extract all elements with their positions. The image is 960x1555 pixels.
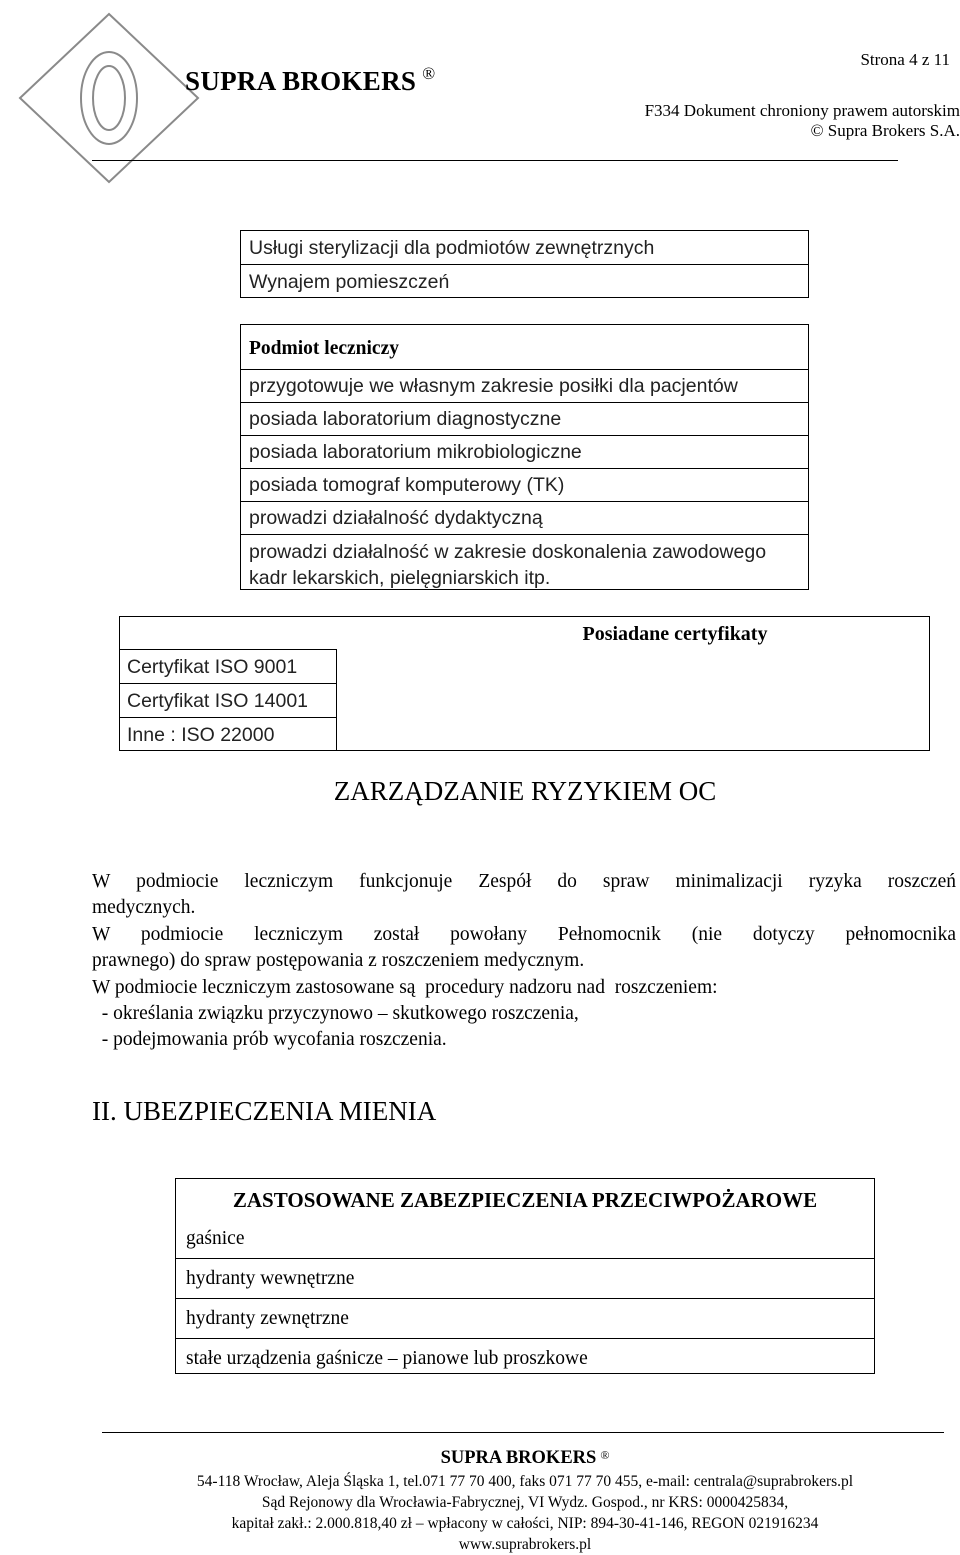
footer-capital-info: kapitał zakł.: 2.000.818,40 zł – wpłacony w całości, NIP: 894-30-41-146, REGON 021916234	[231, 1515, 819, 1532]
certificate-item: Certyfikat ISO 14001	[120, 683, 336, 717]
property-heading: II. UBEZPIECZENIA MIENIA	[92, 1096, 437, 1126]
registered-mark: ®	[422, 64, 436, 83]
services-row: Wynajem pomieszczeń	[249, 271, 450, 293]
risk-paragraph-2b: prawnego) do spraw postępowania z roszczeniem medycznym.	[92, 950, 585, 971]
services-box	[240, 230, 809, 298]
footer-brand: SUPRA BROKERS ®	[440, 1448, 610, 1468]
certificates-title: Posiadane certyfikaty	[582, 623, 768, 645]
certificates-list	[120, 649, 336, 751]
fire-protection-row: hydranty wewnętrzne	[176, 1259, 874, 1299]
copyright-note	[645, 101, 960, 141]
risk-paragraph-2a: W podmiocie leczniczym został powołany Pełnomocnik (nie dotyczy pełnomocnika	[92, 924, 956, 945]
risk-paragraph-1a: W podmiocie leczniczym funkcjonuje Zespół do spraw minimalizacji ryzyka roszczeń	[92, 871, 956, 892]
fire-protection-row: stałe urządzenia gaśnicze – pianowe lub proszkowe	[186, 1348, 588, 1369]
fire-protection-row: hydranty zewnętrzne	[176, 1299, 874, 1339]
entity-row: przygotowuje we własnym zakresie posiłki dla pacjentów	[241, 370, 808, 403]
company-logo	[14, 8, 204, 188]
entity-row: prowadzi działalność w zakresie doskonalenia zawodowego kadr lekarskich, pielęgniarskich itp.	[249, 541, 767, 589]
certificate-item: Inne : ISO 22000	[120, 717, 336, 751]
footer-divider	[102, 1432, 944, 1433]
header-divider	[92, 160, 898, 161]
page-number: Strona 4 z 11	[860, 50, 950, 69]
footer-registered-mark: ®	[600, 1448, 610, 1462]
entity-row: posiada laboratorium mikrobiologiczne	[241, 436, 808, 469]
certificates-box	[119, 616, 930, 751]
risk-paragraph-3: W podmiocie leczniczym zastosowane są procedury nadzoru nad roszczeniem:	[92, 977, 718, 998]
entity-box-title: Podmiot leczniczy	[241, 325, 808, 370]
fire-protection-title: ZASTOSOWANE ZABEZPIECZENIA PRZECIWPOŻAROWE	[232, 1188, 818, 1212]
entity-row: prowadzi działalność dydaktyczną	[241, 502, 808, 535]
certificate-item: Certyfikat ISO 9001	[120, 649, 336, 683]
fire-protection-box	[175, 1178, 875, 1374]
footer-website: www.suprabrokers.pl	[458, 1536, 592, 1553]
entity-row: posiada laboratorium diagnostyczne	[241, 403, 808, 436]
risk-list-item: - określania związku przyczynowo – skutkowego roszczenia,	[92, 1003, 579, 1024]
services-row: Usługi sterylizacji dla podmiotów zewnętrznych	[241, 231, 808, 265]
risk-heading: ZARZĄDZANIE RYZYKIEM OC	[333, 776, 717, 806]
header-brand: SUPRA BROKERS ®	[185, 64, 436, 96]
fire-protection-row: gaśnice	[176, 1219, 874, 1259]
footer-address: 54-118 Wrocław, Aleja Śląska 1, tel.071 77 70 400, faks 071 77 70 455, e-mail: centrala@suprabrokers.pl	[196, 1473, 854, 1490]
risk-paragraph-1b: medycznych.	[92, 897, 196, 918]
entity-box	[240, 324, 809, 590]
copyright-line-1: F334 Dokument chroniony prawem autorskim	[644, 101, 960, 120]
footer-court-info: Sąd Rejonowy dla Wrocławia-Fabrycznej, VI Wydz. Gospod., nr KRS: 0000425834,	[261, 1494, 789, 1511]
risk-list-item: - podejmowania prób wycofania roszczenia.	[92, 1029, 447, 1050]
entity-row: posiada tomograf komputerowy (TK)	[241, 469, 808, 502]
copyright-line-2: © Supra Brokers S.A.	[810, 121, 960, 140]
certificates-divider	[336, 649, 337, 751]
